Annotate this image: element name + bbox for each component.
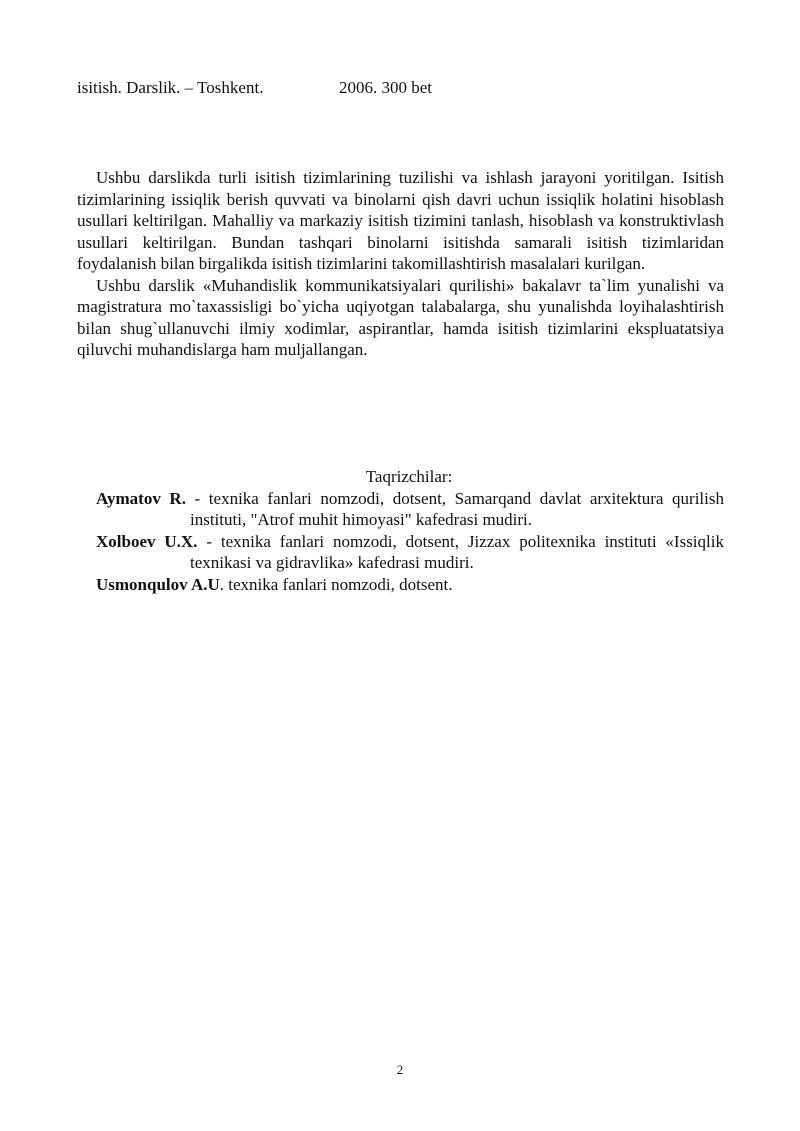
reviewers-section xyxy=(77,466,724,595)
reviewer-entry xyxy=(77,574,724,596)
citation-line xyxy=(77,77,433,98)
citation-text: isitish. Darslik. – Toshkent. xyxy=(77,78,264,97)
page-number: 2 xyxy=(396,1062,404,1077)
reviewer-description: texnika fanlari nomzodi, dotsent, Samarqand davlat arxitektura qurilish instituti, "Atrof muhit himoyasi" kafedrasi mudiri. xyxy=(190,488,724,529)
reviewer-separator: . xyxy=(219,574,229,594)
reviewer-entry xyxy=(77,531,724,574)
reviewer-description: texnika fanlari nomzodi, dotsent, Jizzax politexnika instituti «Issiqlik texnikasi va gidravlika» kafedrasi mudiri. xyxy=(190,531,724,572)
reviewer-separator: - xyxy=(197,531,221,551)
citation-year-pages: 2006. 300 bet xyxy=(339,78,433,97)
reviewer-separator: - xyxy=(185,488,209,508)
reviewers-title: Taqrizchilar: xyxy=(365,467,453,486)
abstract-paragraph: Ushbu darslikda turli isitish tizimlarining tuzilishi va ishlash jarayoni yoritilgan. Isitish tizimlarining issiqlik berish quvvati va binolarni qish davri uchun issiqlik holatini hisoblash usullari keltirilgan. Mahalliy va markaziy isitish tizimini tanlash, hisoblash va konstruktivlash usullari keltirilgan. Bundan tashqari binolarni isitishda samarali isitish tizimlaridan foydalanish bilan birgalikda isitish tizimlarini takomillashtirish masalalari kurilgan. xyxy=(77,168,724,273)
reviewer-description: texnika fanlari nomzodi, dotsent. xyxy=(228,574,453,594)
abstract xyxy=(77,167,724,361)
reviewer-name: Aymatov R. xyxy=(96,488,186,508)
reviewer-entry xyxy=(77,488,724,531)
abstract-paragraph: Ushbu darslik «Muhandislik kommunikatsiyalari qurilishi» bakalavr ta`lim yunalishi va magistratura mo`taxassisligi bo`yicha uqiyotgan talabalarga, shu yunalishda loyihalashtirish bilan shug`ullanuvchi ilmiy xodimlar, aspirantlar, hamda isitish tizimlarini ekspluatatsiya qiluvchi muhandislarga ham muljallangan. xyxy=(77,275,724,359)
reviewer-name: Xolboev U.X. xyxy=(96,531,198,551)
reviewer-name: Usmonqulov A.U xyxy=(96,574,220,594)
